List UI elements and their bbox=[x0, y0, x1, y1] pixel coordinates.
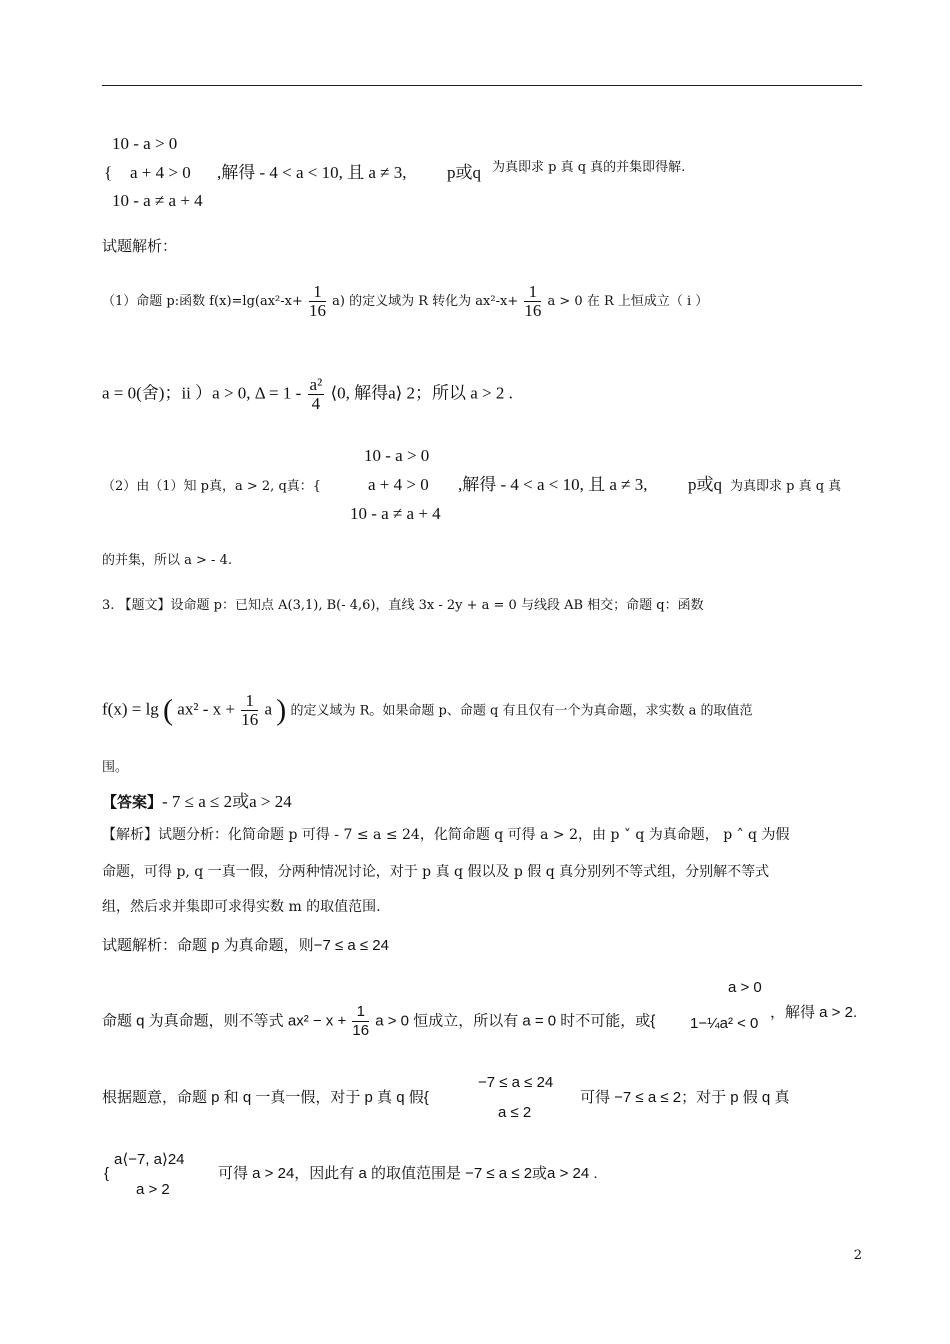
q3-fraction bbox=[241, 692, 258, 729]
sys1-solution: ,解得 - 4 < a < 10, 且 a ≠ 3, bbox=[217, 163, 407, 182]
frac-num: 1 bbox=[309, 283, 326, 302]
frac-num: a² bbox=[309, 375, 323, 394]
q3-f-a: f(x) = lg bbox=[102, 699, 159, 719]
solution3-bot: a ≤ 2 bbox=[498, 1104, 532, 1121]
answer-value: - 7 ≤ a ≤ 2或a > 24 bbox=[162, 792, 292, 811]
sol2-b: a > 0 恒成立，所以有 a = 0 时不可能，或{ bbox=[375, 1012, 656, 1030]
solution2-top: a > 0 bbox=[728, 979, 762, 996]
part1b-fraction bbox=[308, 376, 325, 413]
frac-num: 1 bbox=[524, 283, 541, 302]
analysis-line1: 【解析】试题分析：化简命题 p 可得 - 7 ≤ a ≤ 24，化简命题 q 可得 a > 2，由 p ˅ q 为真命题， p ˄ q 为假 bbox=[102, 827, 790, 843]
sys1-row2: a + 4 > 0 bbox=[130, 163, 191, 182]
frac-den: 4 bbox=[311, 394, 321, 413]
solution-line3: 根据题意，命题 p 和 q 一真一假，对于 p 真 q 假{ bbox=[102, 1089, 429, 1106]
part2-porq: p或q bbox=[688, 475, 722, 494]
part2-row1: 10 - a > 0 bbox=[364, 446, 430, 465]
q3-function bbox=[102, 692, 752, 729]
solution4-tail: 可得 a > 24，因此有 a 的取值范围是 −7 ≤ a ≤ 2或a > 24 . bbox=[218, 1165, 598, 1182]
part1-fraction-1 bbox=[309, 283, 326, 320]
part1-case bbox=[102, 376, 513, 413]
part2-tail: 为真即求 p 真 q 真 bbox=[730, 479, 842, 494]
solution4-bot: a > 2 bbox=[136, 1181, 170, 1198]
sol2-a: 命题 q 为真命题，则不等式 ax² − x + bbox=[102, 1012, 347, 1030]
answer-label: 【答案】 bbox=[102, 793, 163, 811]
frac-den: 16 bbox=[241, 710, 259, 729]
analysis-line2: 命题，可得 p, q 一真一假，分两种情况讨论，对于 p 真 q 假以及 p 假 q 真分别列不等式组，分别解不等式 bbox=[102, 864, 770, 880]
part1-text-c: a > 0 在 R 上恒成立（ i ） bbox=[547, 294, 709, 309]
part1b-text-b: ⟨0, 解得a⟩ 2；所以 a > 2 . bbox=[330, 383, 513, 403]
solution2-tail: ，解得 a > 2. bbox=[770, 1004, 858, 1021]
frac-num: 1 bbox=[241, 692, 258, 711]
part2-row2: a + 4 > 0 bbox=[368, 475, 429, 494]
sys1-row3: 10 - a ≠ a + 4 bbox=[112, 191, 203, 210]
solution2-sys2: 1−¼a² < 0 bbox=[690, 1015, 759, 1032]
part1b-text-a: a = 0(舍)；ii ）a > 0, Δ = 1 - bbox=[102, 383, 302, 403]
sys1-row1: 10 - a > 0 bbox=[112, 134, 178, 153]
part2-conclusion: 的并集，所以 a > - 4. bbox=[102, 553, 232, 568]
paren-left: ( bbox=[163, 693, 174, 727]
frac-den: 16 bbox=[352, 1022, 370, 1039]
part2-lead: （2）由（1）知 p真，a > 2, q真：{ bbox=[102, 479, 322, 494]
page-number: 2 bbox=[853, 1248, 862, 1263]
q3-f-b: ax² - x + bbox=[177, 699, 235, 719]
part1-text-a: （1）命题 p:函数 f(x)=lg(ax²-x+ bbox=[102, 294, 303, 309]
part1-text-b: a) 的定义域为 R 转化为 ax²-x+ bbox=[332, 294, 519, 309]
solution-line2 bbox=[102, 1003, 655, 1040]
sol2-fraction bbox=[352, 1003, 369, 1040]
solution-line1: 试题解析：命题 p 为真命题，则−7 ≤ a ≤ 24 bbox=[102, 937, 389, 954]
analysis-line3: 组，然后求并集即可求得实数 m 的取值范围. bbox=[102, 899, 381, 915]
header-rule bbox=[102, 85, 862, 86]
solution4-top: a⟨−7, a⟩24 bbox=[114, 1151, 185, 1168]
solution3-tail: 可得 −7 ≤ a ≤ 2；对于 p 假 q 真 bbox=[580, 1089, 790, 1106]
part1-fraction-2 bbox=[524, 283, 541, 320]
sys1-tail: 为真即求 p 真 q 真的并集即得解. bbox=[492, 160, 686, 175]
q3-line3: 围。 bbox=[102, 760, 129, 775]
solution3-top: −7 ≤ a ≤ 24 bbox=[478, 1074, 554, 1091]
solution-heading: 试题解析： bbox=[102, 237, 178, 255]
part1-lead bbox=[102, 283, 708, 320]
sys1-brace: { bbox=[104, 163, 113, 182]
frac-den: 16 bbox=[309, 301, 327, 320]
sys1-porq: p或q bbox=[447, 163, 481, 182]
answer-line bbox=[102, 792, 292, 812]
part2-solution: ,解得 - 4 < a < 10, 且 a ≠ 3, bbox=[458, 475, 648, 494]
frac-den: 16 bbox=[524, 301, 542, 320]
frac-num: 1 bbox=[352, 1003, 369, 1022]
q3-f-c: a bbox=[264, 699, 272, 719]
part2-row3: 10 - a ≠ a + 4 bbox=[350, 504, 441, 523]
q3-f-tail: 的定义域为 R。如果命题 p、命题 q 有且仅有一个为真命题，求实数 a 的取值范 bbox=[290, 703, 753, 719]
paren-right: ) bbox=[276, 693, 287, 727]
solution4-brace: { bbox=[104, 1165, 110, 1182]
q3-line1: 3. 【题文】设命题 p：已知点 A(3,1), B(- 4,6)，直线 3x - 2y + a = 0 与线段 AB 相交；命题 q：函数 bbox=[102, 598, 704, 613]
